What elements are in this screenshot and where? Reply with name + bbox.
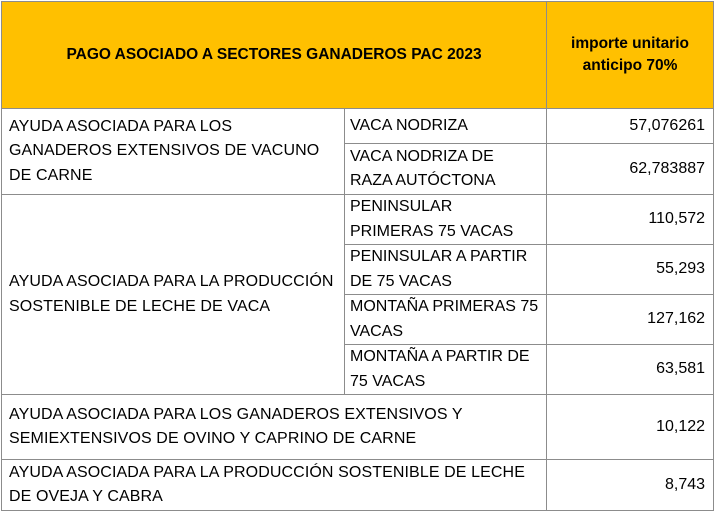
item-vaca-nodriza-autoctona: VACA NODRIZA DE RAZA AUTÓCTONA (345, 144, 547, 195)
table-row (2, 395, 714, 460)
value-vaca-nodriza-autoctona: 62,783887 (547, 144, 714, 195)
value-montana-a-partir: 63,581 (547, 345, 714, 395)
value-peninsular-primeras: 110,572 (547, 195, 714, 245)
aid-label-vacuno-carne: AYUDA ASOCIADA PARA LOS GANADEROS EXTENSIVOS DE VACUNO DE CARNE (2, 109, 345, 195)
table-row (2, 460, 714, 511)
item-montana-primeras: MONTAÑA PRIMERAS 75 VACAS (345, 295, 547, 345)
table-header-row (2, 2, 714, 109)
aid-label-leche-vaca: AYUDA ASOCIADA PARA LA PRODUCCIÓN SOSTENIBLE DE LECHE DE VACA (2, 195, 345, 395)
value-vaca-nodriza: 57,076261 (547, 109, 714, 144)
table-title: PAGO ASOCIADO A SECTORES GANADEROS PAC 2023 (2, 2, 547, 109)
value-peninsular-a-partir: 55,293 (547, 245, 714, 295)
aid-label-ovino-caprino-carne: AYUDA ASOCIADA PARA LOS GANADEROS EXTENSIVOS Y SEMIEXTENSIVOS DE OVINO Y CAPRINO DE CARNE (2, 395, 547, 460)
item-peninsular-a-partir: PENINSULAR A PARTIR DE 75 VACAS (345, 245, 547, 295)
value-ovino-caprino-carne: 10,122 (547, 395, 714, 460)
value-montana-primeras: 127,162 (547, 295, 714, 345)
table-row (2, 109, 714, 144)
item-montana-a-partir: MONTAÑA A PARTIR DE 75 VACAS (345, 345, 547, 395)
item-peninsular-primeras: PENINSULAR PRIMERAS 75 VACAS (345, 195, 547, 245)
item-vaca-nodriza: VACA NODRIZA (345, 109, 547, 144)
column-header-amount: importe unitario anticipo 70% (547, 2, 714, 109)
aid-label-leche-oveja-cabra: AYUDA ASOCIADA PARA LA PRODUCCIÓN SOSTENIBLE DE LECHE DE OVEJA Y CABRA (2, 460, 547, 511)
table-row (2, 195, 714, 245)
pac-payments-table (1, 1, 714, 511)
value-leche-oveja-cabra: 8,743 (547, 460, 714, 511)
